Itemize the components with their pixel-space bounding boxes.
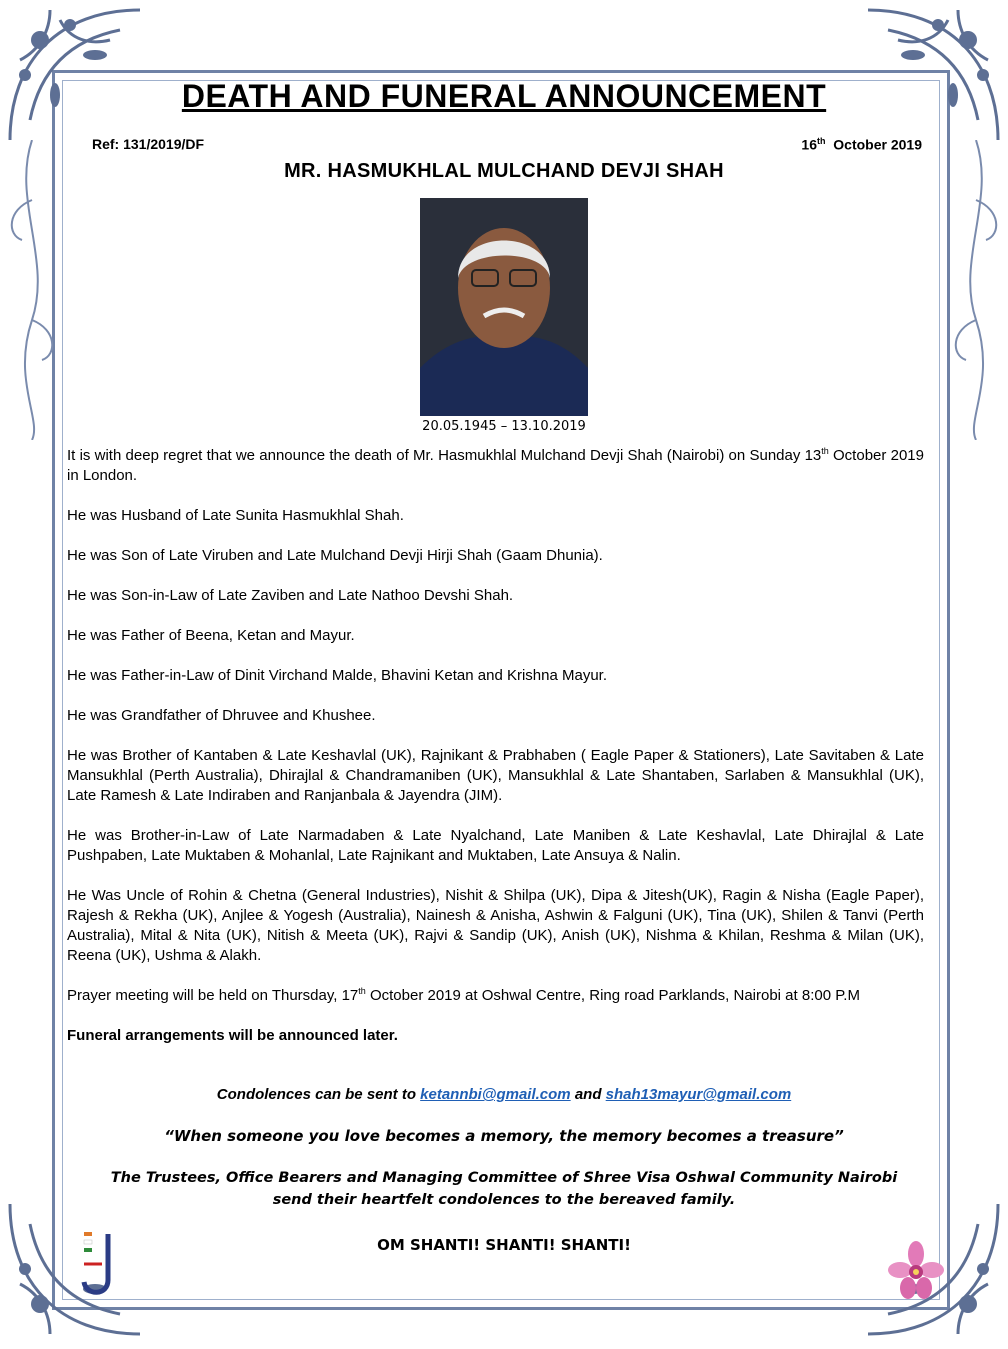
prayer-meeting-paragraph: Prayer meeting will be held on Thursday, 17th October 2019 at Oshwal Centre, Ring road Parklands, Nairobi at 8:00 P.M (67, 986, 860, 1004)
announcement-title: DEATH AND FUNERAL ANNOUNCEMENT (181, 78, 827, 114)
life-dates: 20.05.1945 – 13.10.2019 (422, 419, 586, 434)
father-line: He was Father of Beena, Ketan and Mayur. (67, 627, 355, 644)
portrait-photo (420, 198, 588, 416)
intro-paragraph: It is with deep regret that we announce the death of Mr. Hasmukhlal Mulchand Devji Shah (Nairobi) on Sunday 13th October 2019 in London. (67, 446, 924, 484)
brother-in-law-paragraph: He was Brother-in-Law of Late Narmadaben & Late Nyalchand, Late Maniben & Late Keshavlal, Late Dhirajlal & Late Pushpaben, Late Muktaben & Mohanlal, Late Rajnikant and Muktaben, Late Ansuya & Nalin. (67, 827, 924, 864)
trustees-line-1: The Trustees, Office Bearers and Managing Committee of Shree Visa Oshwal Community Nairobi (110, 1170, 898, 1186)
grandfather-line: He was Grandfather of Dhruvee and Khushee. (67, 707, 376, 724)
condolences-line: Condolences can be sent to ketannbi@gmail.com and shah13mayur@gmail.com (216, 1086, 792, 1103)
uncle-paragraph: He Was Uncle of Rohin & Chetna (General Industries), Nishit & Shilpa (UK), Dipa & Jitesh(UK), Ragin & Nisha (Eagle Paper), Rajesh & Rekha (UK), Anjlee & Yogesh (Australia), Nainesh & Anisha, Ashwin & Falguni (UK), Tina (UK), Shilen & Tanvi (Perth Australia), Mital & Nita (UK), Nitish & Meeta (UK), Rajvi & Sandip (UK), Anish (UK), Nishma & Khilan, Reshma & Milan (UK), Reena (UK), Ushma & Alakh. (67, 887, 924, 964)
email-link-mayur[interactable]: shah13mayur@gmail.com (605, 1086, 792, 1103)
trustees-condolence (0, 1167, 1008, 1211)
floral-side-right (946, 140, 1006, 440)
orchid-flower-icon (888, 1240, 944, 1302)
father-in-law-line: He was Father-in-Law of Dinit Virchand Malde, Bhavini Ketan and Krishna Mayur. (67, 667, 607, 684)
email-link-ketan[interactable]: ketannbi@gmail.com (420, 1086, 571, 1103)
announcement-body (67, 446, 924, 1066)
funeral-arrangements-note: Funeral arrangements will be announced later. (67, 1027, 398, 1044)
trustees-line-2: send their heartfelt condolences to the bereaved family. (272, 1192, 736, 1208)
floral-side-left (2, 140, 62, 440)
deceased-name: MR. HASMUKHLAL MULCHAND DEVJI SHAH (284, 160, 724, 182)
floral-corner-top-left (0, 0, 150, 150)
floral-corner-bottom-left (0, 1194, 150, 1344)
memorial-quote: “When someone you love becomes a memory, the memory becomes a treasure” (164, 1127, 844, 1145)
son-in-law-line: He was Son-in-Law of Late Zaviben and Late Nathoo Devshi Shah. (67, 587, 514, 604)
community-logo-icon (78, 1230, 122, 1300)
floral-corner-top-right (858, 0, 1008, 150)
om-shanti-line: OM SHANTI! SHANTI! SHANTI! (377, 1236, 631, 1254)
son-line: He was Son of Late Viruben and Late Mulchand Devji Hirji Shah (Gaam Dhunia). (67, 547, 603, 564)
announcement-date: 16th October 2019 (801, 136, 922, 153)
brother-paragraph: He was Brother of Kantaben & Late Keshavlal (UK), Rajnikant & Prabhaben ( Eagle Paper & Stationers), Late Savitaben & Late Mansukhlal (Perth Australia), Dhirajlal & Chandramaniben (UK), Mansukhlal & Late Shantaben, Sarlaben & Mansukhlal (UK), Late Ramesh & Late Indiraben and Ranjanbala & Jayendra (JIM). (67, 747, 924, 804)
reference-number: Ref: 131/2019/DF (92, 136, 205, 152)
husband-line: He was Husband of Late Sunita Hasmukhlal Shah. (67, 507, 404, 524)
